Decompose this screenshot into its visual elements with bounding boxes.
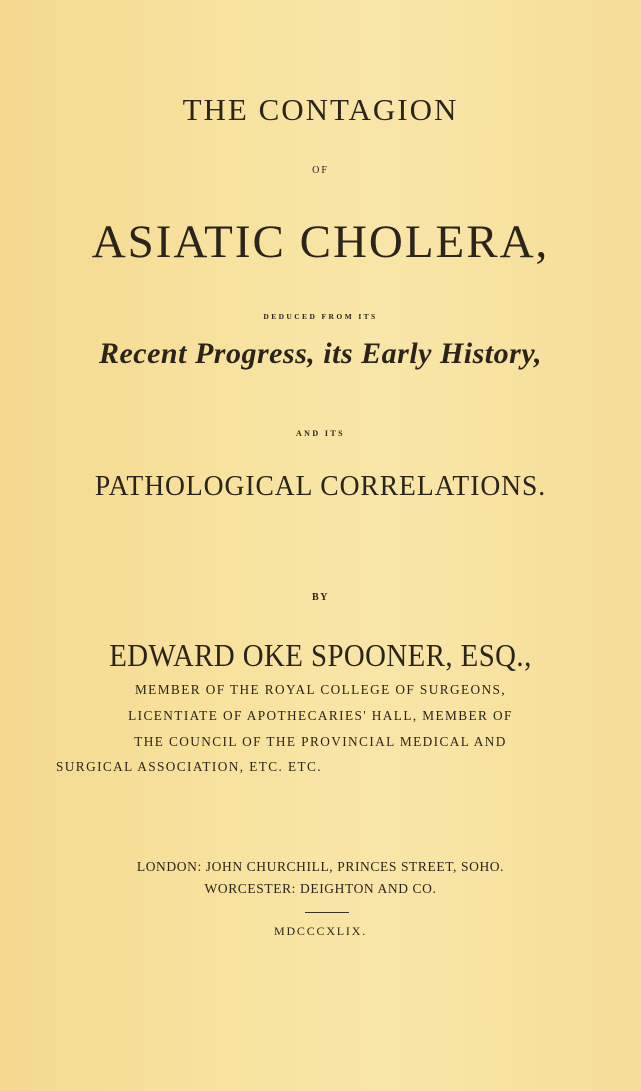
author-description-line: MEMBER OF THE ROYAL COLLEGE OF SURGEONS,	[134, 682, 507, 697]
author-description-line: SURGICAL ASSOCIATION, ETC. ETC.	[56, 759, 323, 774]
main-title: ASIATIC CHOLERA,	[91, 216, 550, 268]
and-its-line: AND ITS	[295, 429, 346, 438]
author-name: EDWARD OKE SPOONER, ESQ.,	[109, 637, 532, 673]
of-line: OF	[312, 165, 329, 176]
publisher-line: WORCESTER: DEIGHTON AND CO.	[204, 881, 437, 896]
author-description-line: LICENTIATE OF APOTHECARIES' HALL, MEMBER OF	[128, 708, 513, 723]
author-description-line: THE COUNCIL OF THE PROVINCIAL MEDICAL AND	[134, 734, 507, 749]
blackletter-subtitle: Recent Progress, its Early History,	[98, 337, 543, 370]
publisher-line: LONDON: JOHN CHURCHILL, PRINCES STREET, SOHO.	[136, 859, 505, 874]
divider-rule	[305, 912, 349, 913]
title-line: THE CONTAGION	[182, 92, 459, 127]
by-line: BY	[312, 592, 329, 603]
publication-date: MDCCCXLIX.	[273, 924, 367, 938]
deduced-line: DEDUCED FROM ITS	[263, 312, 378, 321]
pathological-title: PATHOLOGICAL CORRELATIONS.	[94, 470, 547, 502]
